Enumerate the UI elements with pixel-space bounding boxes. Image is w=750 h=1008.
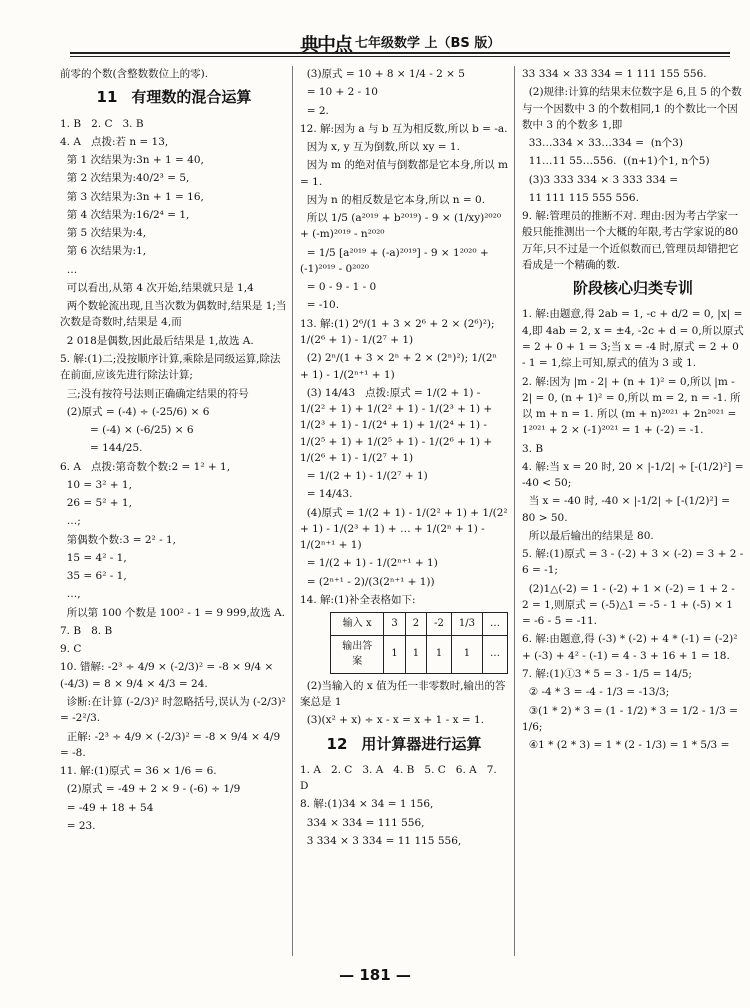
table-cell: 1 [405,635,426,673]
text-line: 所以最后输出的结果是 80. [522,529,654,542]
text-line: 2. 解:因为 |m - 2| + (n + 1)² = 0,所以 |m - 2| = 0, (n + 1)² = 0,所以 m = 2, n = -1. 所以 m + n = 1. 所以 (m + n)²⁰²¹ + 2n²⁰²¹ = 1²⁰²¹ + 2 × (-1)²⁰²¹ = 1 + (-2) = -1. [522,375,741,437]
text-line: 6. A 点拨:第奇数个数:2 = 1² + 1, [60,460,231,473]
text-line: 11. 解:(1)原式 = 36 × 1/6 = 6. [60,765,217,778]
column-middle [300,66,512,851]
table-cell: 3 [384,613,405,636]
section-heading: 12 用计算器进行运算 [326,734,482,753]
text-line: …; [60,515,81,528]
text-line: 13. 解:(1) 2⁶/(1 + 3 × 2⁶ + 2 × (2⁶)²); 1/(2⁶ + 1) - 1/(2⁷ + 1) [300,317,498,346]
table-cell: 输入 x [331,613,384,636]
text-line: 14. 解:(1)补全表格如下: [300,593,416,606]
text-line: 15 = 4² - 1, [60,551,127,564]
text-line: …, [60,588,81,601]
text-line: 三;没有按符号法则正确确定结果的符号 [60,387,249,400]
text-line: (3)(x² + x) ÷ x - x = x + 1 - x = 1. [300,714,485,727]
table-cell: 1/3 [451,613,482,636]
section-heading: 阶段核心归类专训 [572,279,693,298]
text-line: (2) 2ⁿ/(1 + 3 × 2ⁿ + 2 × (2ⁿ)²); 1/(2ⁿ + 1) - 1/(2ⁿ⁺¹ + 1) [300,352,501,381]
text-line: 10 = 3² + 1, [60,478,132,491]
text-line: 10. 错解: -2³ ÷ 4/9 × (-2/3)² = -8 × 9/4 × (-4/3) = 8 × 9/4 × 4/3 = 24. [60,661,277,690]
text-line: = (-4) × (-6/25) × 6 [60,424,194,437]
text-line: … [60,263,78,276]
text-line: = 2. [300,104,329,117]
text-line: = (2ⁿ⁺¹ - 2)/(3(2ⁿ⁺¹ + 1)) [300,575,435,588]
text-line: 11 111 115 555 556. [522,191,639,204]
text-line: = 1/5 [a²⁰¹⁹ + (-a)²⁰¹⁹] - 9 × 1²⁰²⁰ + (-1)²⁰¹⁹ - 0²⁰²⁰ [300,246,493,275]
text-line: 第 5 次结果为:4, [60,227,147,240]
text-line: ② -4 * 3 = -4 - 1/3 = -13/3; [522,686,670,699]
text-line: (3)原式 = 10 + 8 × 1/4 - 2 × 5 [300,68,465,80]
text-line: 两个数轮流出现,且当次数为偶数时,结果是 1;当次数是奇数时,结果是 4,而 [60,300,287,329]
text-line: 7. B 8. B [60,624,113,637]
text-line: 5. 解:(1)二;没按顺序计算,乘除是同级运算,除法在前面,应该先进行除法计算; [60,352,281,382]
text-line: 可以看出,从第 4 次开始,结果就只是 1,4 [60,281,254,294]
text-line: 2 018是偶数,因此最后结果是 1,故选 A. [60,334,254,347]
text-line: (2)原式 = -49 + 2 × 9 - (-6) ÷ 1/9 [60,783,241,796]
text-line: 第 1 次结果为:3n + 1 = 40, [60,154,204,167]
text-line: 1. B 2. C 3. B [60,117,144,130]
text-line: 4. 解:当 x = 20 时, 20 × |-1/2| ÷ [-(1/2)²] = -40 < 50; [522,460,747,490]
text-line: 第 4 次结果为:16/2⁴ = 1, [60,208,190,221]
text-line: = -49 + 18 + 54 [60,801,154,814]
table-cell: … [483,635,508,673]
text-line: 6. 解:由题意,得 (-3) * (-2) + 4 * (-1) = (-2)² + (-3) + 4² - (-1) = 4 - 3 + 16 + 1 = 18. [522,633,741,662]
answer-table [330,612,508,674]
table-cell: … [483,613,508,636]
brand-logo: 典中点 [300,34,352,56]
text-line: 4. A 点拨:若 n = 13, [60,135,169,148]
text-line: 前零的个数(含整数数位上的零). [60,68,209,80]
text-line: (2)1△(-2) = 1 - (-2) + 1 × (-2) = 1 + 2 - 2 = 1,则原式 = (-5)△1 = -5 - 1 + (-5) × 1 = -6 - 5 = -11. [522,582,739,628]
table-cell: 2 [405,613,426,636]
text-line: 正解: -2³ ÷ 4/9 × (-2/3)² = -8 × 9/4 × 4/9 = -8. [60,730,284,759]
text-line: 因为 n 的相反数是它本身,所以 n = 0. [300,193,486,206]
text-line: 7. 解:(1)①3 * 5 = 3 - 1/5 = 14/5; [522,668,692,681]
text-line: 35 = 6² - 1, [60,570,127,583]
text-line: 9. C [60,643,82,656]
text-line: 诊断:在计算 (-2/3)² 时忽略括号,误认为 (-2/3)² = -2²/3. [60,696,290,725]
text-line: 第 2 次结果为:40/2³ = 5, [60,172,190,185]
text-line: 33 334 × 33 334 = 1 111 155 556. [522,68,707,80]
text-line: 3 334 × 3 334 = 11 115 556, [300,834,462,847]
text-line: = -10. [300,299,340,312]
text-line: 12. 解:因为 a 与 b 互为相反数,所以 b = -a. [300,122,508,135]
text-line: 因为 x, y 互为倒数,所以 xy = 1. [300,141,460,154]
text-line: = 10 + 2 - 10 [300,86,378,99]
text-line: 3. B [522,442,544,455]
table-cell: 1 [384,635,405,673]
text-line: 所以 1/5 (a²⁰¹⁹ + b²⁰¹⁹) - 9 × (1/xy)²⁰²⁰ + (-m)²⁰¹⁹ - n²⁰²⁰ [300,212,505,241]
text-line: 第偶数个数:3 = 2² - 1, [60,533,177,546]
text-line: = 23. [60,819,96,832]
header-rule [70,52,730,54]
text-line: = 1/(2 + 1) - 1/(2⁷ + 1) [300,470,428,483]
text-line: 所以第 100 个数是 100² - 1 = 9 999,故选 A. [60,606,286,619]
text-line: = 14/43. [300,488,353,501]
book-title: 七年级数学 上（BS 版） [355,36,501,51]
text-line: (4)原式 = 1/(2 + 1) - 1/(2² + 1) + 1/(2² + 1) - 1/(2³ + 1) + … + 1/(2ⁿ + 1) - 1/(2ⁿ⁺¹ + 1) [300,506,511,552]
text-line: 1. A 2. C 3. A 4. B 5. C 6. A 7. D [300,763,501,793]
text-line: 26 = 5² + 1, [60,497,132,510]
text-line: (2)规律:计算的结果末位数字是 6,且 5 的个数与一个因数中 3 的个数相同,1 的个数比一个因数中 3 的个数多 1,即 [522,86,742,131]
column-divider [292,66,293,956]
text-line: (3)3 333 334 × 3 333 334 = [522,173,679,186]
table-cell: 1 [451,635,482,673]
text-line: (2)原式 = (-4) ÷ (-25/6) × 6 [60,405,210,418]
text-line: (3) 14/43 点拨:原式 = 1/(2 + 1) - 1/(2² + 1) + 1/(2² + 1) - 1/(2³ + 1) + 1/(2³ + 1) - 1/(2⁴ + 1) + 1/(2⁴ + 1) - 1/(2⁵ + 1) + 1/(2⁵ + 1) - 1/(2⁶ + 1) + 1/(2⁶ + 1) - 1/(2⁷ + 1) [300,386,496,464]
text-line: 11…11 55…556. ((n+1)个1, n个5) [522,155,710,168]
table-row [331,635,508,673]
page-number: — 181 — [339,966,411,984]
text-line: ④1 * (2 * 3) = 1 * (2 - 1/3) = 1 * 5/3 = [522,739,733,752]
text-line: ③(1 * 2) * 3 = (1 - 1/2) * 3 = 1/2 - 1/3 = 1/6; [522,704,742,733]
table-row [331,613,508,636]
text-line: 第 3 次结果为:3n + 1 = 16, [60,190,204,203]
table-cell: -2 [427,613,452,636]
text-line: (2)当输入的 x 值为任一非零数时,输出的答案总是 1 [300,679,506,708]
page-header [0,0,750,62]
text-line: 因为 m 的绝对值与倒数都是它本身,所以 m = 1. [300,159,512,188]
text-line: 33…334 × 33…334 = (n个3) [522,137,683,150]
text-line: 8. 解:(1)34 × 34 = 1 156, [300,798,434,811]
text-line: 5. 解:(1)原式 = 3 - (-2) + 3 × (-2) = 3 + 2 - 6 = -1; [522,548,747,577]
header-rule-thin [70,56,730,57]
section-heading: 11 有理数的混合运算 [96,88,252,107]
text-line: = 0 - 9 - 1 - 0 [300,281,377,294]
text-line: = 144/25. [60,442,143,455]
text-line: 9. 解:管理员的推断不对. 理由:因为考古学家一般只能推测出一个大概的年限,考古学家说的80 万年,只不过是一个近似数而已,管理员却错把它看成是一个精确的数. [522,210,742,271]
column-divider [514,66,515,956]
text-line: 1. 解:由题意,得 2ab = 1, -c + d/2 = 0, |x| = 4,即 4ab = 2, x = ±4, -2c + d = 0,所以原式 = 2 + 0 + 1 = 3;当 x = -4 时,原式 = 2 + 0 - 1 = 1,综上可知,原式的值为 3 或 1. [522,308,748,370]
text-line: 334 × 334 = 111 556, [300,816,425,829]
text-line: 第 6 次结果为:1, [60,245,147,258]
table-cell: 1 [427,635,452,673]
table-cell: 输出答案 [331,635,384,673]
text-line: 当 x = -40 时, -40 × |-1/2| ÷ [-(1/2)²] = 80 > 50. [522,495,734,524]
column-left [60,66,288,836]
column-right [522,66,748,755]
text-line: = 1/(2 + 1) - 1/(2ⁿ⁺¹ + 1) [300,557,438,570]
